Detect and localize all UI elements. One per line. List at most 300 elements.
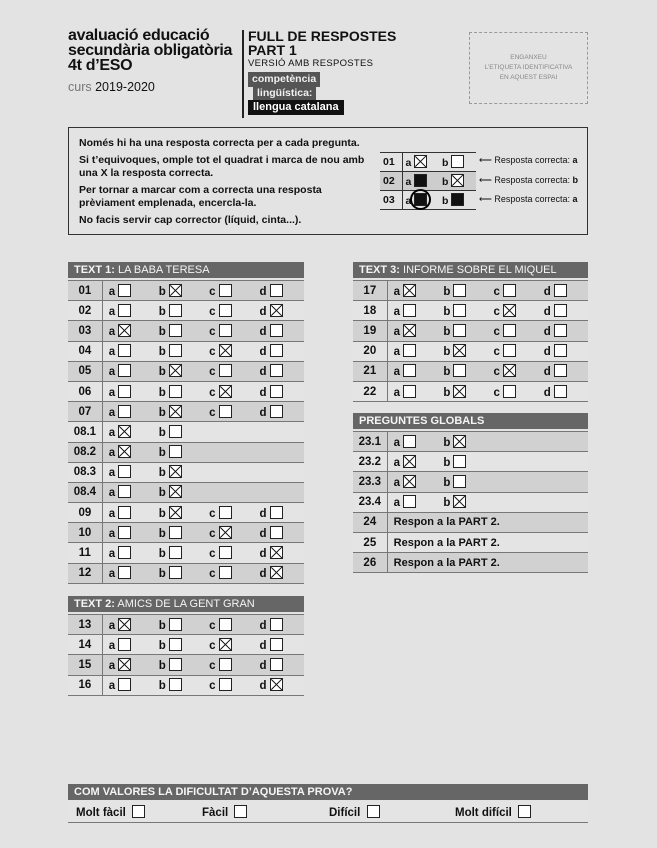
option-c[interactable] bbox=[488, 281, 538, 301]
option-letter: b bbox=[158, 386, 166, 399]
option-b[interactable] bbox=[153, 321, 203, 341]
option-a[interactable] bbox=[387, 492, 437, 512]
option-c[interactable] bbox=[203, 281, 253, 301]
option-letter: a bbox=[393, 386, 401, 399]
option-d[interactable] bbox=[254, 615, 304, 635]
option-letter: a bbox=[108, 386, 116, 399]
sheet-title bbox=[248, 29, 396, 57]
checkbox-marked[interactable] bbox=[169, 405, 182, 418]
checkbox-filled bbox=[414, 174, 427, 187]
option-b[interactable] bbox=[153, 635, 203, 655]
option-b[interactable] bbox=[153, 655, 203, 675]
option-d[interactable] bbox=[254, 655, 304, 675]
question-row bbox=[68, 281, 304, 301]
option-letter: b bbox=[443, 497, 451, 510]
checkbox[interactable] bbox=[169, 324, 182, 337]
question-row bbox=[68, 462, 304, 482]
option-c[interactable] bbox=[203, 563, 253, 583]
option-b[interactable] bbox=[437, 281, 487, 301]
id-label-area bbox=[469, 32, 588, 104]
option-letter: a bbox=[108, 527, 116, 540]
option-c[interactable] bbox=[488, 301, 538, 321]
option-letter: a bbox=[393, 366, 401, 379]
checkbox-marked[interactable] bbox=[403, 324, 416, 337]
checkbox[interactable] bbox=[118, 364, 131, 377]
option-letter: a bbox=[108, 487, 116, 500]
checkbox[interactable] bbox=[118, 546, 131, 559]
checkbox[interactable] bbox=[554, 364, 567, 377]
option-letter: a bbox=[108, 507, 116, 520]
option-letter: b bbox=[158, 426, 166, 439]
instruction-line: una X la resposta correcta. bbox=[79, 167, 214, 179]
option-letter: d bbox=[259, 659, 267, 672]
section-header-text1 bbox=[68, 262, 304, 278]
checkbox[interactable] bbox=[403, 495, 416, 508]
option-c[interactable] bbox=[488, 321, 538, 341]
option-letter: b bbox=[443, 386, 451, 399]
option-d[interactable] bbox=[538, 381, 588, 401]
checkbox-marked[interactable] bbox=[169, 465, 182, 478]
question-row bbox=[353, 553, 588, 573]
checkbox[interactable] bbox=[554, 284, 567, 297]
section-title: AMICS DE LA GENT GRAN bbox=[117, 598, 255, 610]
checkbox[interactable] bbox=[270, 385, 283, 398]
empty-cell bbox=[538, 452, 588, 472]
option-b[interactable] bbox=[153, 301, 203, 321]
option-d[interactable] bbox=[254, 503, 304, 523]
checkbox[interactable] bbox=[169, 566, 182, 579]
question-row bbox=[353, 321, 588, 341]
option-a[interactable] bbox=[102, 523, 152, 543]
option-b[interactable] bbox=[437, 361, 487, 381]
option-letter: b bbox=[158, 659, 166, 672]
difficulty-label: Difícil bbox=[329, 807, 361, 819]
checkbox[interactable] bbox=[169, 638, 182, 651]
checkbox[interactable] bbox=[118, 678, 131, 691]
checkbox[interactable] bbox=[118, 526, 131, 539]
option-b[interactable] bbox=[437, 321, 487, 341]
option-c[interactable] bbox=[488, 381, 538, 401]
option-d[interactable] bbox=[254, 675, 304, 695]
option-b[interactable] bbox=[437, 472, 487, 492]
option-d[interactable] bbox=[254, 321, 304, 341]
checkbox[interactable] bbox=[403, 435, 416, 448]
option-a[interactable] bbox=[102, 381, 152, 401]
example-answer: b bbox=[572, 175, 578, 185]
option-letter: a bbox=[393, 456, 401, 469]
option-b[interactable] bbox=[153, 422, 203, 442]
option-a[interactable] bbox=[387, 452, 437, 472]
checkbox[interactable] bbox=[132, 805, 145, 818]
question-number: 05 bbox=[68, 361, 102, 381]
checkbox[interactable] bbox=[503, 385, 516, 398]
instruction-line: Si t’equivoques, omple tot el quadrat i marca de nou amb bbox=[79, 154, 365, 166]
option-d[interactable] bbox=[254, 381, 304, 401]
checkbox-marked[interactable] bbox=[453, 344, 466, 357]
checkbox[interactable] bbox=[219, 546, 232, 559]
option-letter: a bbox=[108, 568, 116, 581]
example-row bbox=[380, 153, 476, 172]
checkbox[interactable] bbox=[118, 506, 131, 519]
option-a[interactable] bbox=[102, 301, 152, 321]
checkbox-marked[interactable] bbox=[118, 445, 131, 458]
option-a[interactable] bbox=[102, 503, 152, 523]
question-row bbox=[353, 281, 588, 301]
option-a[interactable] bbox=[387, 381, 437, 401]
checkbox[interactable] bbox=[453, 364, 466, 377]
option-c[interactable] bbox=[203, 523, 253, 543]
option-c[interactable] bbox=[488, 361, 538, 381]
option-a[interactable] bbox=[102, 675, 152, 695]
question-number: 23.2 bbox=[353, 452, 387, 472]
question-number: 23.4 bbox=[353, 492, 387, 512]
option-b[interactable] bbox=[153, 281, 203, 301]
option-c[interactable] bbox=[203, 402, 253, 422]
example-option-b: b bbox=[439, 153, 476, 172]
option-letter: c bbox=[493, 386, 500, 399]
checkbox-marked[interactable] bbox=[270, 678, 283, 691]
checkbox-marked[interactable] bbox=[403, 455, 416, 468]
arrow-left-icon: ⟵ bbox=[479, 194, 492, 204]
option-letter: b bbox=[158, 285, 166, 298]
checkbox[interactable] bbox=[403, 304, 416, 317]
checkbox[interactable] bbox=[169, 385, 182, 398]
option-b[interactable] bbox=[153, 482, 203, 502]
option-letter: d bbox=[543, 285, 551, 298]
option-letter: c bbox=[493, 346, 500, 359]
checkbox[interactable] bbox=[118, 566, 131, 579]
option-b[interactable] bbox=[437, 452, 487, 472]
option-d[interactable] bbox=[254, 341, 304, 361]
option-b[interactable] bbox=[437, 341, 487, 361]
checkbox[interactable] bbox=[270, 405, 283, 418]
checkbox[interactable] bbox=[118, 385, 131, 398]
difficulty-option-very-easy[interactable] bbox=[76, 805, 145, 819]
option-b[interactable] bbox=[153, 462, 203, 482]
checkbox-marked[interactable] bbox=[503, 304, 516, 317]
difficulty-option-easy[interactable] bbox=[202, 805, 247, 819]
option-d[interactable] bbox=[538, 321, 588, 341]
option-b[interactable] bbox=[153, 341, 203, 361]
checkbox[interactable] bbox=[270, 364, 283, 377]
checkbox-marked[interactable] bbox=[118, 658, 131, 671]
example-answer: a bbox=[572, 155, 578, 165]
checkbox[interactable] bbox=[219, 618, 232, 631]
option-a[interactable] bbox=[102, 462, 152, 482]
checkbox[interactable] bbox=[118, 465, 131, 478]
option-c[interactable] bbox=[203, 361, 253, 381]
checkbox[interactable] bbox=[219, 324, 232, 337]
checkbox[interactable] bbox=[169, 425, 182, 438]
course-year bbox=[68, 80, 155, 94]
option-b[interactable] bbox=[437, 301, 487, 321]
checkbox[interactable] bbox=[554, 344, 567, 357]
example-option-a: a bbox=[402, 153, 439, 172]
option-letter: a bbox=[108, 346, 116, 359]
option-letter: d bbox=[259, 527, 267, 540]
option-c[interactable] bbox=[203, 341, 253, 361]
checkbox[interactable] bbox=[518, 805, 531, 818]
checkbox[interactable] bbox=[219, 566, 232, 579]
checkbox[interactable] bbox=[219, 658, 232, 671]
option-b[interactable] bbox=[153, 563, 203, 583]
difficulty-option-very-hard[interactable] bbox=[455, 805, 531, 819]
option-d[interactable] bbox=[254, 281, 304, 301]
option-c[interactable] bbox=[203, 381, 253, 401]
question-row bbox=[68, 482, 304, 502]
label-box-line-2: L’ETIQUETA IDENTIFICATIVA bbox=[484, 64, 573, 71]
checkbox[interactable] bbox=[403, 344, 416, 357]
option-c[interactable] bbox=[488, 341, 538, 361]
checkbox-marked[interactable] bbox=[219, 385, 232, 398]
question-row bbox=[68, 635, 304, 655]
option-c[interactable] bbox=[203, 655, 253, 675]
option-a[interactable] bbox=[102, 321, 152, 341]
checkbox[interactable] bbox=[554, 385, 567, 398]
checkbox[interactable] bbox=[169, 658, 182, 671]
option-letter: c bbox=[209, 346, 216, 359]
sheet-version: VERSIÓ AMB RESPOSTES bbox=[248, 58, 374, 69]
question-number: 06 bbox=[68, 381, 102, 401]
option-c[interactable] bbox=[203, 543, 253, 563]
checkbox[interactable] bbox=[169, 618, 182, 631]
checkbox-marked[interactable] bbox=[453, 385, 466, 398]
checkbox[interactable] bbox=[270, 658, 283, 671]
checkbox-marked[interactable] bbox=[169, 485, 182, 498]
checkbox[interactable] bbox=[270, 324, 283, 337]
checkbox-marked[interactable] bbox=[169, 284, 182, 297]
checkbox-marked bbox=[451, 174, 464, 187]
checkbox[interactable] bbox=[169, 304, 182, 317]
option-letter: c bbox=[493, 366, 500, 379]
section-title: LA BABA TERESA bbox=[118, 264, 210, 276]
option-a[interactable] bbox=[102, 341, 152, 361]
checkbox[interactable] bbox=[219, 364, 232, 377]
option-a[interactable] bbox=[102, 482, 152, 502]
option-letter: b bbox=[158, 548, 166, 561]
checkbox-marked[interactable] bbox=[270, 546, 283, 559]
option-a[interactable] bbox=[102, 635, 152, 655]
checkbox-marked[interactable] bbox=[118, 618, 131, 631]
checkbox[interactable] bbox=[270, 506, 283, 519]
option-b[interactable] bbox=[153, 615, 203, 635]
option-c[interactable] bbox=[203, 615, 253, 635]
checkbox-marked[interactable] bbox=[270, 566, 283, 579]
option-b[interactable] bbox=[437, 381, 487, 401]
checkbox[interactable] bbox=[367, 805, 380, 818]
checkbox[interactable] bbox=[453, 304, 466, 317]
checkbox[interactable] bbox=[219, 405, 232, 418]
option-letter: b bbox=[158, 568, 166, 581]
option-c[interactable] bbox=[203, 675, 253, 695]
option-letter: c bbox=[209, 386, 216, 399]
question-number: 23.3 bbox=[353, 472, 387, 492]
checkbox[interactable] bbox=[169, 678, 182, 691]
option-d[interactable] bbox=[254, 301, 304, 321]
option-b[interactable] bbox=[153, 543, 203, 563]
checkbox[interactable] bbox=[270, 526, 283, 539]
option-d[interactable] bbox=[538, 301, 588, 321]
question-row bbox=[68, 563, 304, 583]
checkbox[interactable] bbox=[219, 304, 232, 317]
option-letter: c bbox=[209, 406, 216, 419]
checkbox[interactable] bbox=[270, 638, 283, 651]
checkbox[interactable] bbox=[169, 445, 182, 458]
title-line-3: 4t d’ESO bbox=[68, 57, 133, 74]
option-letter: d bbox=[259, 548, 267, 561]
checkbox[interactable] bbox=[503, 284, 516, 297]
checkbox[interactable] bbox=[169, 344, 182, 357]
checkbox[interactable] bbox=[118, 485, 131, 498]
checkbox-marked[interactable] bbox=[270, 304, 283, 317]
option-letter: b bbox=[443, 476, 451, 489]
option-c[interactable] bbox=[203, 635, 253, 655]
option-a[interactable] bbox=[102, 281, 152, 301]
difficulty-option-hard[interactable] bbox=[329, 805, 380, 819]
checkbox-marked[interactable] bbox=[219, 526, 232, 539]
checkbox-marked[interactable] bbox=[503, 364, 516, 377]
question-row bbox=[68, 442, 304, 462]
option-b[interactable] bbox=[437, 432, 487, 452]
option-a[interactable] bbox=[102, 442, 152, 462]
option-letter: d bbox=[259, 619, 267, 632]
option-letter: c bbox=[209, 285, 216, 298]
difficulty-question: COM VALORES LA DIFICULTAT D’AQUESTA PROVA? bbox=[74, 786, 353, 798]
checkbox[interactable] bbox=[453, 284, 466, 297]
example-row bbox=[380, 191, 476, 210]
checkbox[interactable] bbox=[403, 385, 416, 398]
checkbox[interactable] bbox=[554, 304, 567, 317]
option-a[interactable] bbox=[102, 543, 152, 563]
checkbox-marked[interactable] bbox=[453, 495, 466, 508]
checkbox[interactable] bbox=[219, 678, 232, 691]
option-letter: b bbox=[158, 507, 166, 520]
question-row bbox=[353, 432, 588, 452]
checkbox-marked[interactable] bbox=[403, 284, 416, 297]
option-a[interactable] bbox=[102, 563, 152, 583]
checkbox[interactable] bbox=[503, 324, 516, 337]
option-letter: c bbox=[209, 527, 216, 540]
checkbox-marked[interactable] bbox=[219, 638, 232, 651]
option-d[interactable] bbox=[254, 563, 304, 583]
option-a[interactable] bbox=[102, 361, 152, 381]
option-d[interactable] bbox=[254, 361, 304, 381]
option-b[interactable] bbox=[153, 361, 203, 381]
checkbox-marked[interactable] bbox=[169, 506, 182, 519]
circle-mark-icon bbox=[410, 189, 431, 210]
option-d[interactable] bbox=[254, 523, 304, 543]
option-b[interactable] bbox=[153, 381, 203, 401]
option-c[interactable] bbox=[203, 503, 253, 523]
empty-cell bbox=[203, 482, 253, 502]
option-letter: d bbox=[259, 366, 267, 379]
option-a[interactable] bbox=[387, 361, 437, 381]
question-row bbox=[68, 503, 304, 523]
option-d[interactable] bbox=[254, 543, 304, 563]
checkbox[interactable] bbox=[270, 344, 283, 357]
option-a[interactable] bbox=[102, 615, 152, 635]
checkbox[interactable] bbox=[403, 364, 416, 377]
option-a[interactable] bbox=[387, 472, 437, 492]
checkbox[interactable] bbox=[219, 506, 232, 519]
empty-cell bbox=[538, 472, 588, 492]
checkbox[interactable] bbox=[169, 526, 182, 539]
checkbox[interactable] bbox=[453, 324, 466, 337]
question-number: 04 bbox=[68, 341, 102, 361]
option-b[interactable] bbox=[153, 503, 203, 523]
option-c[interactable] bbox=[203, 321, 253, 341]
option-a[interactable] bbox=[387, 301, 437, 321]
checkbox-marked[interactable] bbox=[169, 364, 182, 377]
option-d[interactable] bbox=[254, 402, 304, 422]
instruction-line: Només hi ha una resposta correcta per a cada pregunta. bbox=[79, 137, 360, 149]
checkbox[interactable] bbox=[118, 304, 131, 317]
checkbox[interactable] bbox=[270, 618, 283, 631]
option-letter: d bbox=[259, 639, 267, 652]
question-row bbox=[68, 321, 304, 341]
competence-tag-2: lingüística: bbox=[253, 86, 316, 101]
option-b[interactable] bbox=[153, 523, 203, 543]
checkbox-marked[interactable] bbox=[118, 425, 131, 438]
option-a[interactable] bbox=[387, 321, 437, 341]
checkbox[interactable] bbox=[270, 284, 283, 297]
question-row bbox=[68, 543, 304, 563]
option-letter: a bbox=[393, 497, 401, 510]
option-letter: b bbox=[443, 285, 451, 298]
option-letter: b bbox=[443, 325, 451, 338]
checkbox[interactable] bbox=[118, 638, 131, 651]
option-a[interactable] bbox=[102, 655, 152, 675]
option-b[interactable] bbox=[153, 402, 203, 422]
option-a[interactable] bbox=[387, 341, 437, 361]
example-note bbox=[479, 194, 578, 205]
option-d[interactable] bbox=[538, 341, 588, 361]
checkbox-marked[interactable] bbox=[118, 324, 131, 337]
checkbox[interactable] bbox=[118, 344, 131, 357]
checkbox[interactable] bbox=[453, 455, 466, 468]
option-letter: a bbox=[108, 305, 116, 318]
option-letter: c bbox=[209, 568, 216, 581]
checkbox[interactable] bbox=[234, 805, 247, 818]
option-b[interactable] bbox=[437, 492, 487, 512]
course-label: curs bbox=[68, 80, 92, 94]
option-d[interactable] bbox=[538, 281, 588, 301]
checkbox[interactable] bbox=[503, 344, 516, 357]
checkbox[interactable] bbox=[169, 546, 182, 559]
option-a[interactable] bbox=[387, 432, 437, 452]
checkbox-marked[interactable] bbox=[219, 344, 232, 357]
checkbox-marked[interactable] bbox=[403, 475, 416, 488]
option-a[interactable] bbox=[102, 422, 152, 442]
checkbox[interactable] bbox=[219, 284, 232, 297]
question-row bbox=[68, 301, 304, 321]
option-c[interactable] bbox=[203, 301, 253, 321]
question-number: 16 bbox=[68, 675, 102, 695]
checkbox[interactable] bbox=[118, 284, 131, 297]
checkbox[interactable] bbox=[118, 405, 131, 418]
option-b[interactable] bbox=[153, 442, 203, 462]
option-b[interactable] bbox=[153, 675, 203, 695]
option-d[interactable] bbox=[538, 361, 588, 381]
option-a[interactable] bbox=[102, 402, 152, 422]
example-num: 03 bbox=[380, 191, 402, 210]
checkbox-marked[interactable] bbox=[453, 435, 466, 448]
option-d[interactable] bbox=[254, 635, 304, 655]
option-a[interactable] bbox=[387, 281, 437, 301]
checkbox[interactable] bbox=[554, 324, 567, 337]
checkbox[interactable] bbox=[453, 475, 466, 488]
option-letter: d bbox=[259, 386, 267, 399]
